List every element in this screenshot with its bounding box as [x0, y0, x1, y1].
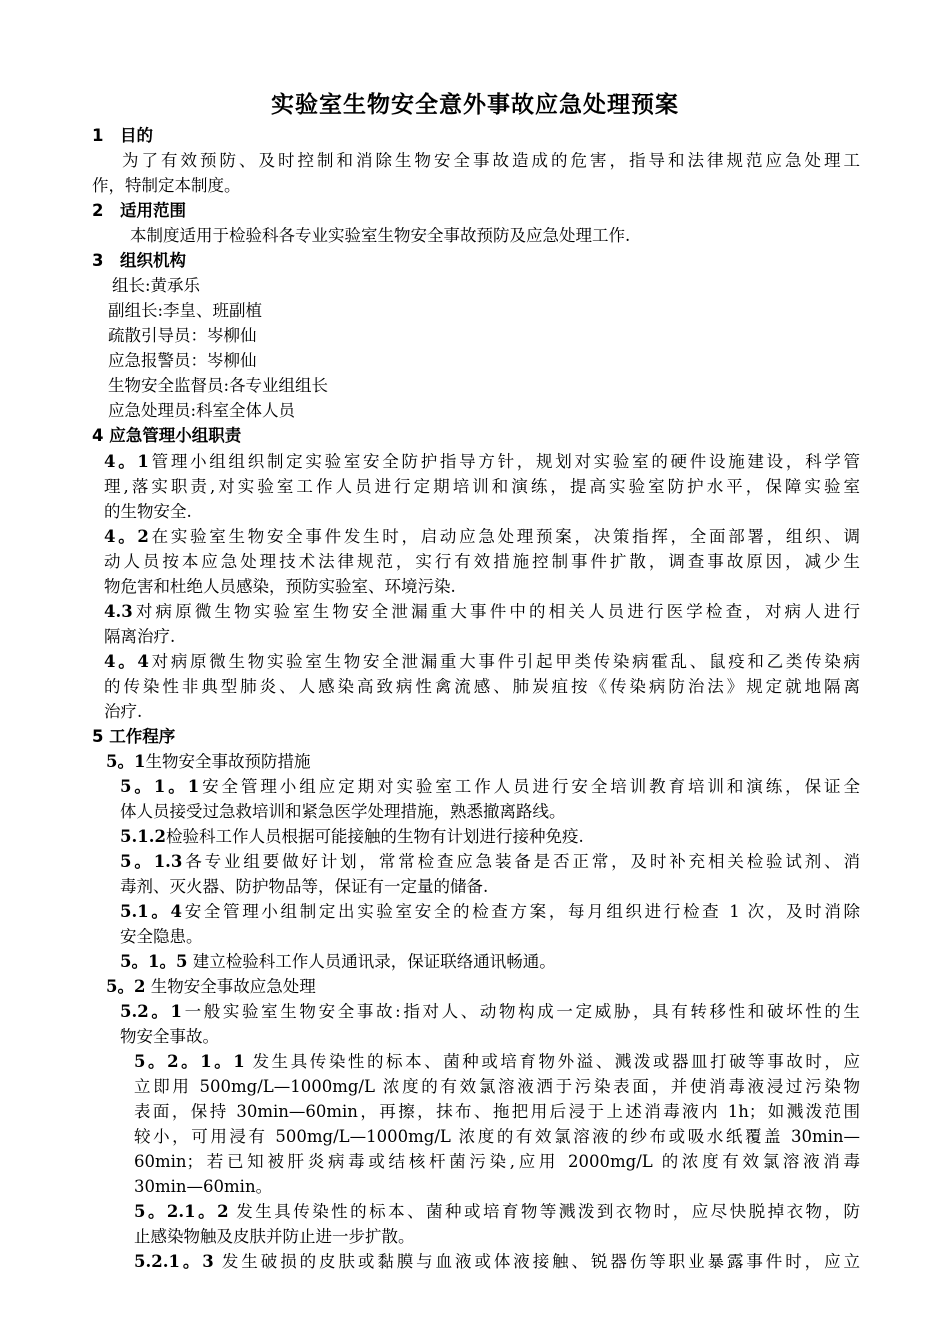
clause-5-1-3-line: 5。1.3各专业组要做好计划，常常检查应急装备是否正常，及时补充相关检验试剂、消: [120, 852, 860, 871]
clause-5-2-1-line: 5.2。1一般实验室生物安全事故:指对人、动物构成一定威胁，具有转移性和破坏性的生: [120, 1002, 861, 1021]
clause-number: 5。1。5: [120, 952, 188, 971]
clause-number: 5.2.1。3: [134, 1252, 214, 1271]
clause-4-4-line: 4。4对病原微生物实验室生物安全泄漏重大事件引起甲类传染病霍乱、鼠疫和乙类传染病: [104, 652, 860, 671]
paragraph-line: 隔离治疗.: [104, 627, 176, 646]
clause-number: 5.2。1: [120, 1002, 182, 1021]
paragraph-line: 体人员接受过急救培训和紧急医学处理措施，熟悉撤离路线。: [120, 802, 566, 821]
org-member-line: 疏散引导员：岑柳仙: [108, 326, 257, 345]
section-number: 3: [92, 251, 104, 270]
section-number: 1: [92, 126, 104, 145]
clause-4-1-line: 4。1管理小组组织制定实验室安全防护指导方针，规划对实验室的硬件设施建设，科学管: [104, 452, 860, 471]
section-title: 组织机构: [120, 251, 186, 270]
paragraph-line: 60min；若已知被肝炎病毒或结核杆菌污染,应用 2000mg/L 的浓度有效氯溶液消毒: [134, 1152, 860, 1171]
clause-5-2-1-2-line: 5。2.1。2 发生具传染性的标本、菌种或培育物等溅泼到衣物时，应尽快脱掉衣物，防: [134, 1202, 861, 1221]
clause-number: 5。2.1。2: [134, 1202, 229, 1221]
section-3-heading: [92, 249, 186, 273]
clause-5-2-1-1-line: 5。2。1。1 发生具传染性的标本、菌种或培育物外溢、溅泼或器皿打破等事故时，应: [134, 1052, 860, 1071]
document-title: 实验室生物安全意外事故应急处理预案: [271, 92, 679, 118]
paragraph-line: 毒剂、灭火器、防护物品等，保证有一定量的储备.: [120, 877, 489, 896]
section-title: 适用范围: [120, 201, 186, 220]
paragraph-line: 的传染性非典型肺炎、人感染高致病性禽流感、肺炭疽按《传染病防治法》规定就地隔离: [104, 677, 860, 696]
section-number: 2: [92, 201, 104, 220]
clause-number: 5。1。1: [120, 777, 200, 796]
clause-4-2-line: 4。2在实验室生物安全事件发生时，启动应急处理预案，决策指挥，全面部署，组织、调: [104, 527, 860, 546]
org-member-line: 应急报警员：岑柳仙: [108, 351, 257, 370]
paragraph-line: 作，特制定本制度。: [92, 176, 241, 195]
clause-number: 4。2: [104, 527, 149, 546]
clause-number: 5。2。1。1: [134, 1052, 245, 1071]
org-member-line: 副组长:李皇、班副植: [108, 301, 263, 320]
clause-number: 4.3: [104, 602, 133, 621]
clause-number: 5。1.3: [120, 852, 183, 871]
clause-number: 5.1。4: [120, 902, 183, 921]
org-member-line: 应急处理员:科室全体人员: [108, 401, 296, 420]
org-member-line: 生物安全监督员:各专业组组长: [108, 376, 329, 395]
paragraph-line: 本制度适用于检验科各专业实验室生物安全事故预防及应急处理工作.: [130, 226, 631, 245]
section-title: 目的: [120, 126, 153, 145]
clause-number: 4。4: [104, 652, 149, 671]
subsection-5-2-heading: 5。2 生物安全事故应急处理: [106, 977, 316, 996]
paragraph-line: 动人员按本应急处理技术法律规范，实行有效措施控制事件扩散，调查事故原因，减少生: [104, 552, 860, 571]
section-4-heading: 4 应急管理小组职责: [92, 426, 242, 445]
paragraph-line: 安全隐患。: [120, 927, 203, 946]
paragraph-line: 立即用 500mg/L—1000mg/L 浓度的有效氯溶液洒于污染表面，并使消毒液浸过污染物: [134, 1077, 860, 1096]
paragraph-line: 表面，保持 30min—60min，再擦，抹布、拖把用后浸于上述消毒液内 1h；如溅泼范围: [134, 1102, 860, 1121]
section-2-heading: [92, 199, 186, 223]
clause-number: 4。1: [104, 452, 149, 471]
paragraph-line: 物安全事故。: [120, 1027, 219, 1046]
clause-number: 5。2: [106, 977, 146, 996]
paragraph-line: 为了有效预防、及时控制和消除生物安全事故造成的危害，指导和法律规范应急处理工: [122, 151, 860, 170]
org-member-line: 组长:黄承乐: [112, 276, 201, 295]
clause-5-1-2-line: 5.1.2检验科工作人员根据可能接触的生物有计划进行接种免疫.: [120, 827, 584, 846]
paragraph-line: 止感染物触及皮肤并防止进一步扩散。: [134, 1227, 415, 1246]
clause-number: 5.1.2: [120, 827, 166, 846]
section-1-heading: [92, 124, 153, 148]
clause-number: 5。1: [106, 752, 146, 771]
paragraph-line: 治疗.: [104, 702, 143, 721]
clause-5-2-1-3-line: 5.2.1。3 发生破损的皮肤或黏膜与血液或体液接触、锐器伤等职业暴露事件时，应立: [134, 1252, 860, 1271]
clause-5-1-1-line: 5。1。1安全管理小组应定期对实验室工作人员进行安全培训教育培训和演练，保证全: [120, 777, 860, 796]
section-5-heading: 5 工作程序: [92, 727, 176, 746]
paragraph-line: 较小，可用浸有 500mg/L—1000mg/L 浓度的有效氯溶液的纱布或吸水纸覆盖 30min—: [134, 1127, 860, 1146]
paragraph-line: 物危害和杜绝人员感染，预防实验室、环境污染.: [104, 577, 456, 596]
clause-4-3-line: 4.3对病原微生物实验室生物安全泄漏重大事件中的相关人员进行医学检查，对病人进行: [104, 602, 860, 621]
clause-5-1-4-line: 5.1。4安全管理小组制定出实验室安全的检查方案，每月组织进行检查 1 次，及时消除: [120, 902, 860, 921]
clause-5-1-5-line: 5。1。5 建立检验科工作人员通讯录，保证联络通讯畅通。: [120, 952, 556, 971]
subsection-5-1-heading: 5。1生物安全事故预防措施: [106, 752, 311, 771]
paragraph-line: 的生物安全.: [104, 502, 192, 521]
paragraph-line: 理,落实职责,对实验室工作人员进行定期培训和演练，提高实验室防护水平，保障实验室: [104, 477, 860, 496]
paragraph-line: 30min—60min。: [134, 1177, 273, 1196]
